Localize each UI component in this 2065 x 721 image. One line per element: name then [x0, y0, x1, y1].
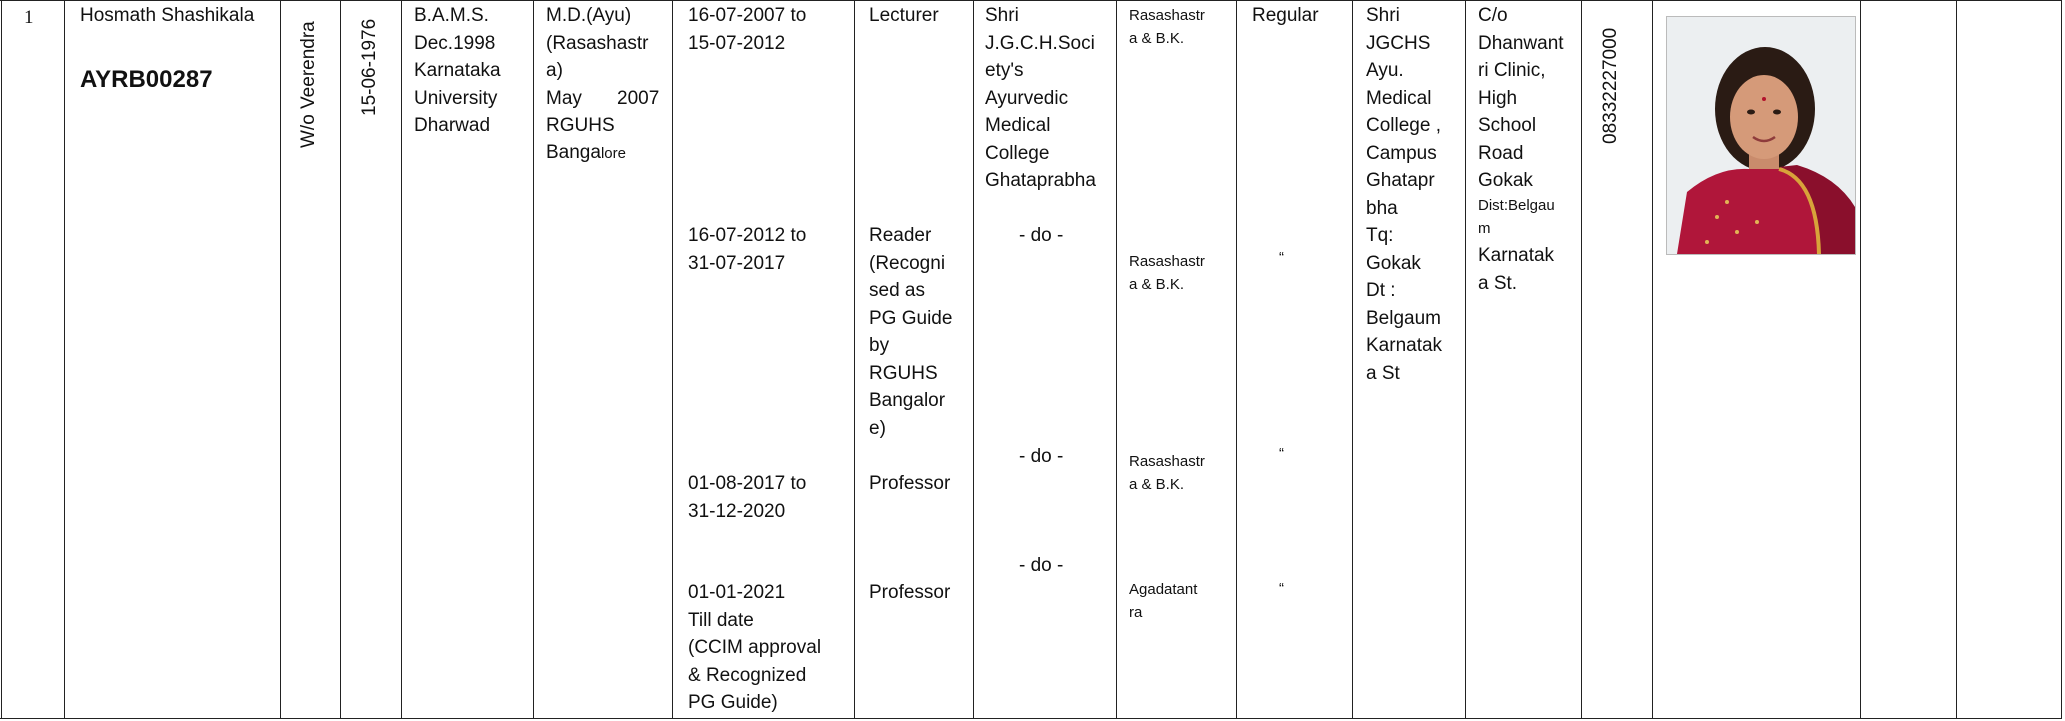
col-divider [1956, 0, 1957, 719]
col-divider [1652, 0, 1653, 719]
residential-district: Dist:Belgau m [1478, 197, 1555, 237]
table-top-border [0, 0, 2062, 1]
period-dates: 16-07-2012 to 31-07-2017 [688, 225, 807, 274]
period-type: Regular [1252, 5, 1319, 26]
serial-number: 1 [24, 7, 34, 28]
registration-number: AYRB00287 [80, 66, 213, 93]
col-divider [340, 0, 341, 719]
date-of-birth: 15-06-1976 [359, 18, 380, 116]
pg-city-part1: Banga [546, 142, 601, 163]
period-college: Shri J.G.C.H.Soci ety's Ayurvedic Medical College Ghataprabha [985, 5, 1096, 191]
period-department: Agadatant ra [1129, 581, 1198, 621]
pg-qualification: M.D.(Ayu) (Rasashastr a) [546, 5, 649, 81]
col-divider [1352, 0, 1353, 719]
col-divider [672, 0, 673, 719]
pg-month: May [546, 88, 582, 109]
period-department: Rasashastr a & B.K. [1129, 253, 1205, 293]
col-divider [2061, 0, 2062, 719]
col-divider [1860, 0, 1861, 719]
col-divider [1465, 0, 1466, 719]
pg-university: RGUHS [546, 115, 615, 136]
period-dates: 01-08-2017 to 31-12-2020 [688, 473, 807, 522]
period-designation: Lecturer [869, 5, 939, 26]
period-college: - do - [1019, 446, 1064, 467]
period-designation: Reader (Recogni sed as PG Guide by RGUHS Bangalor e) [869, 225, 953, 439]
photo-graphic [1667, 17, 1855, 254]
period-department: Rasashastr a & B.K. [1129, 7, 1205, 47]
period-college: - do - [1019, 555, 1064, 576]
col-divider [1236, 0, 1237, 719]
period-designation: Professor [869, 582, 951, 603]
col-divider [64, 0, 65, 719]
ug-qualification: B.A.M.S. Dec.1998 Karnataka University Dharwad [414, 5, 501, 136]
pg-city [546, 139, 626, 168]
period-department: Rasashastr a & B.K. [1129, 453, 1205, 493]
col-divider [1581, 0, 1582, 719]
pg-city-part2: lore [600, 145, 626, 162]
table-bottom-border [0, 718, 2062, 719]
period-type: “ [1279, 445, 1284, 462]
period-type: “ [1279, 580, 1284, 597]
col-divider [1116, 0, 1117, 719]
period-type: “ [1279, 249, 1284, 266]
person-photo-icon [1666, 16, 1856, 255]
college-address: Shri JGCHS Ayu. Medical College , Campus Ghatapr bha Tq: Gokak Dt : Belgaum Karnatak a St [1366, 5, 1443, 384]
faculty-name: Hosmath Shashikala [80, 5, 255, 26]
col-divider [533, 0, 534, 719]
period-college: - do - [1019, 225, 1064, 246]
col-divider [401, 0, 402, 719]
col-divider [854, 0, 855, 719]
col-divider [280, 0, 281, 719]
relation-text: W/o Veerendra [298, 21, 319, 148]
col-divider [973, 0, 974, 719]
period-designation: Professor [869, 473, 951, 494]
residential-state: Karnatak a St. [1478, 245, 1555, 294]
period-dates: 01-01-2021 Till date (CCIM approval & Recognized PG Guide) [688, 582, 822, 713]
col-divider [1, 0, 2, 719]
period-dates: 16-07-2007 to 15-07-2012 [688, 5, 807, 54]
residential-address: C/o Dhanwant ri Clinic, High School Road Gokak [1478, 5, 1564, 191]
phone-number: 08332227000 [1600, 27, 1621, 144]
pg-year: 2007 [617, 88, 660, 109]
